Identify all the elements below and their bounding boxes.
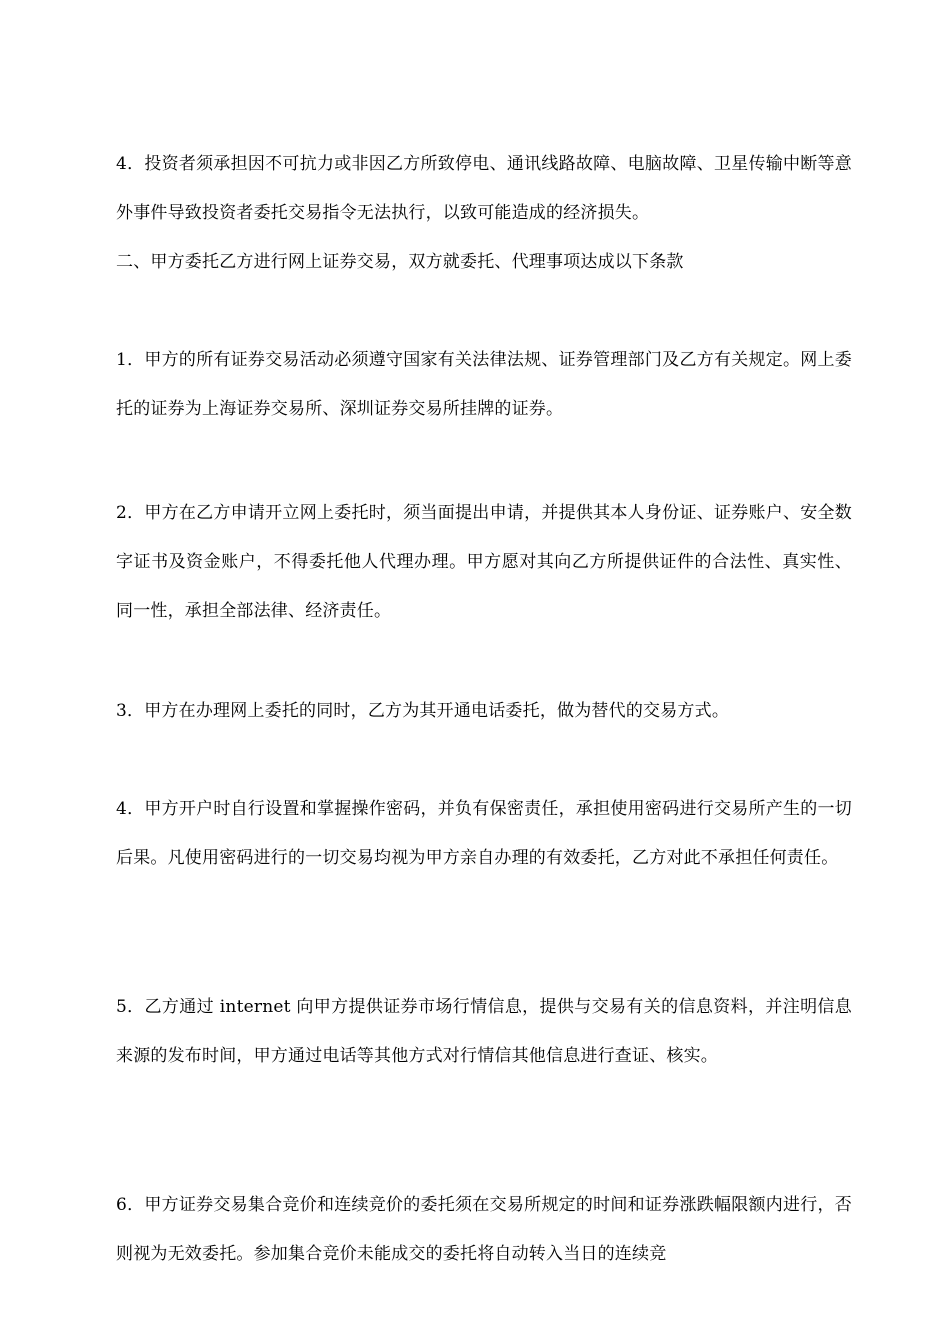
paragraph-clause-6: 6．甲方证券交易集合竞价和连续竞价的委托须在交易所规定的时间和证券涨跌幅限额内进行，否则视为无效委托。参加集合竞价未能成交的委托将自动转入当日的连续竞 [116, 1195, 852, 1264]
paragraph-clause-4: 4．甲方开户时自行设置和掌握操作密码，并负有保密责任，承担使用密码进行交易所产生的一切后果。凡使用密码进行的一切交易均视为甲方亲自办理的有效委托，乙方对此不承担任何责任。 [116, 799, 852, 868]
paragraph-clause-1: 1．甲方的所有证券交易活动必须遵守国家有关法律法规、证券管理部门及乙方有关规定。网上委托的证券为上海证券交易所、深圳证券交易所挂牌的证券。 [116, 350, 852, 419]
paragraph-investor-risk-4: 4．投资者须承担因不可抗力或非因乙方所致停电、通讯线路故障、电脑故障、卫星传输中断等意外事件导致投资者委托交易指令无法执行，以致可能造成的经济损失。 [116, 154, 852, 223]
paragraph-clause-2: 2．甲方在乙方申请开立网上委托时，须当面提出申请，并提供其本人身份证、证券账户、安全数字证书及资金账户，不得委托他人代理办理。甲方愿对其向乙方所提供证件的合法性、真实性、同一性，承担全部法律、经济责任。 [116, 503, 852, 621]
section-heading-2: 二、甲方委托乙方进行网上证券交易，双方就委托、代理事项达成以下条款 [116, 252, 684, 272]
paragraph-clause-5: 5．乙方通过 internet 向甲方提供证券市场行情信息，提供与交易有关的信息资料，并注明信息来源的发布时间，甲方通过电话等其他方式对行情信其他信息进行查证、核实。 [116, 997, 852, 1066]
paragraph-clause-3: 3．甲方在办理网上委托的同时，乙方为其开通电话委托，做为替代的交易方式。 [116, 701, 730, 721]
